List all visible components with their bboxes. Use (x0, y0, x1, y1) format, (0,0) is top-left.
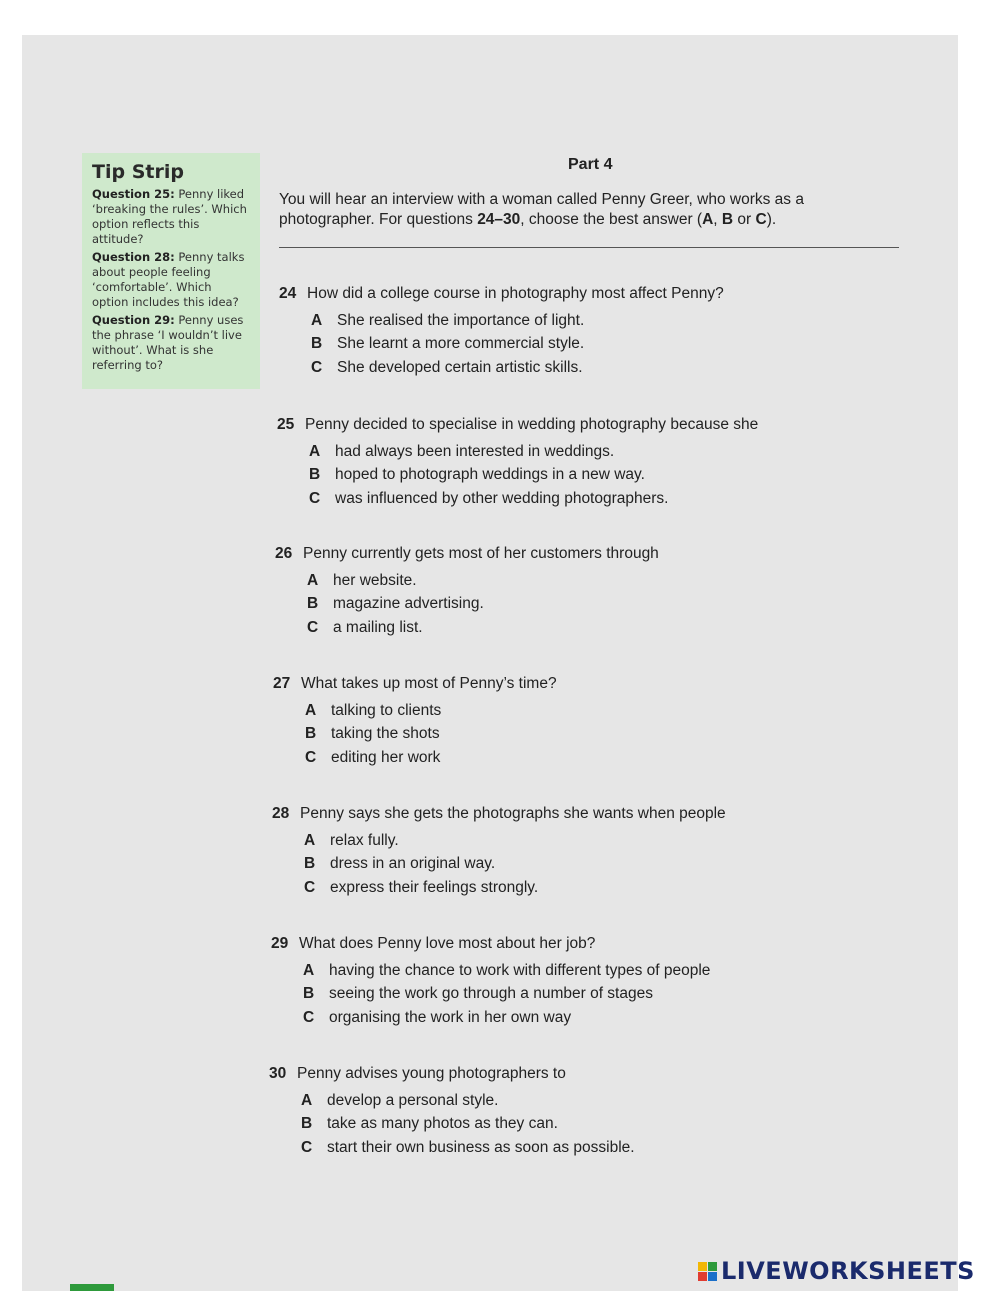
question-text: Penny currently gets most of her customers through (303, 545, 659, 562)
instructions-text: ). (766, 211, 777, 228)
instructions (279, 190, 859, 230)
tip-item (92, 313, 250, 373)
tip-item-text: Penny uses the phrase ‘I wouldn’t live without’. What is she referring to? (92, 313, 244, 372)
option-letter: B (301, 1115, 313, 1133)
option-text: She realised the importance of light. (337, 311, 585, 329)
question-25 (277, 416, 758, 511)
option-letter: A (311, 311, 323, 329)
option-text: start their own business as soon as possible. (327, 1138, 635, 1156)
answer-option[interactable] (307, 593, 659, 617)
option-text: a mailing list. (333, 618, 423, 636)
option-letter: B (305, 725, 317, 743)
question-number: 24 (279, 285, 297, 302)
question-number: 30 (269, 1065, 287, 1082)
option-c-label: C (755, 211, 767, 228)
answer-option[interactable] (301, 1089, 635, 1113)
option-letter: A (303, 961, 315, 979)
option-text: having the chance to work with different types of people (329, 961, 711, 979)
question-number: 28 (272, 805, 290, 822)
option-letter: C (305, 748, 317, 766)
question-text: How did a college course in photography most affect Penny? (307, 285, 724, 302)
instructions-text: , (713, 211, 722, 228)
option-letter: B (309, 466, 321, 484)
option-text: taking the shots (331, 725, 440, 743)
answer-option[interactable] (309, 487, 758, 511)
divider (279, 247, 899, 248)
option-text: seeing the work go through a number of stages (329, 985, 653, 1003)
option-text: develop a personal style. (327, 1091, 499, 1109)
option-text: She learnt a more commercial style. (337, 335, 585, 353)
logo-square (708, 1272, 717, 1281)
tip-strip-title: Tip Strip (92, 161, 184, 183)
instructions-text: You will hear an interview with a woman called Penny Greer, who works as a photographer. For questions (279, 191, 804, 228)
option-text: editing her work (331, 748, 441, 766)
answer-option[interactable] (309, 464, 758, 488)
answer-option[interactable] (304, 829, 726, 853)
logo-square (698, 1272, 707, 1281)
option-letter: B (303, 985, 315, 1003)
option-text: express their feelings strongly. (330, 878, 539, 896)
option-text: talking to clients (331, 701, 442, 719)
option-letter: C (311, 358, 323, 376)
tip-item (92, 187, 250, 247)
answer-option[interactable] (305, 723, 557, 747)
answer-option[interactable] (311, 309, 724, 333)
instructions-text: or (733, 211, 756, 228)
question-text: Penny says she gets the photographs she wants when people (300, 805, 726, 822)
option-letter: A (304, 831, 316, 849)
question-26 (275, 545, 659, 640)
logo-mark-icon (698, 1262, 717, 1281)
answer-option[interactable] (301, 1113, 635, 1137)
question-text: Penny decided to specialise in wedding photography because she (305, 416, 759, 433)
tip-item-text: Penny talks about people feeling ‘comfortable’. Which option includes this idea? (92, 250, 245, 309)
tip-item-label: Question 29: (92, 313, 175, 327)
answer-option[interactable] (305, 699, 557, 723)
answer-option[interactable] (301, 1136, 635, 1160)
option-letter: C (301, 1138, 313, 1156)
question-range: 24–30 (477, 211, 521, 228)
answer-option[interactable] (307, 569, 659, 593)
question-24 (279, 285, 724, 380)
option-text: her website. (333, 571, 417, 589)
question-28 (272, 805, 726, 900)
tip-strip (82, 153, 260, 389)
option-b-label: B (721, 211, 734, 228)
option-letter: B (311, 335, 323, 353)
option-text: was influenced by other wedding photographers. (335, 489, 669, 507)
question-27 (273, 675, 557, 770)
question-number: 25 (277, 416, 295, 433)
option-letter: B (307, 595, 319, 613)
answer-option[interactable] (305, 746, 557, 770)
option-text: organising the work in her own way (329, 1008, 572, 1026)
option-letter: C (303, 1008, 315, 1026)
option-letter: B (304, 855, 316, 873)
question-number: 27 (273, 675, 291, 692)
answer-option[interactable] (303, 983, 710, 1007)
option-text: had always been interested in weddings. (335, 442, 615, 460)
option-text: She developed certain artistic skills. (337, 358, 583, 376)
answer-option[interactable] (303, 1006, 710, 1030)
option-letter: A (305, 701, 317, 719)
option-text: dress in an original way. (330, 855, 496, 873)
question-number: 29 (271, 935, 289, 952)
question-30 (269, 1065, 635, 1160)
question-29 (271, 935, 710, 1030)
option-letter: C (309, 489, 321, 507)
tip-item-label: Question 28: (92, 250, 175, 264)
option-text: relax fully. (330, 831, 399, 849)
option-letter: A (307, 571, 319, 589)
option-text: take as many photos as they can. (327, 1115, 558, 1133)
logo-text: LIVEWORKSHEETS (721, 1257, 975, 1285)
part-title: Part 4 (568, 156, 613, 173)
option-letter: A (309, 442, 321, 460)
liveworksheets-logo (698, 1257, 975, 1285)
logo-square (698, 1262, 707, 1271)
question-text: Penny advises young photographers to (297, 1065, 566, 1082)
answer-option[interactable] (309, 440, 758, 464)
tip-item (92, 250, 250, 310)
answer-option[interactable] (303, 959, 710, 983)
question-text: What takes up most of Penny’s time? (301, 675, 557, 692)
answer-option[interactable] (311, 333, 724, 357)
option-letter: A (301, 1091, 313, 1109)
tip-item-text: Penny liked ‘breaking the rules’. Which option reflects this attitude? (92, 187, 247, 246)
option-letter: C (304, 878, 316, 896)
answer-option[interactable] (307, 616, 659, 640)
answer-option[interactable] (304, 876, 726, 900)
question-text: What does Penny love most about her job? (299, 935, 596, 952)
option-text: magazine advertising. (333, 595, 484, 613)
logo-square (708, 1262, 717, 1271)
option-letter: C (307, 618, 319, 636)
option-a-label: A (702, 211, 714, 228)
instructions-text: , choose the best answer ( (520, 211, 703, 228)
answer-option[interactable] (311, 356, 724, 380)
tip-item-label: Question 25: (92, 187, 175, 201)
question-number: 26 (275, 545, 293, 562)
option-text: hoped to photograph weddings in a new way. (335, 466, 645, 484)
page-footer-tab (70, 1284, 114, 1291)
answer-option[interactable] (304, 853, 726, 877)
